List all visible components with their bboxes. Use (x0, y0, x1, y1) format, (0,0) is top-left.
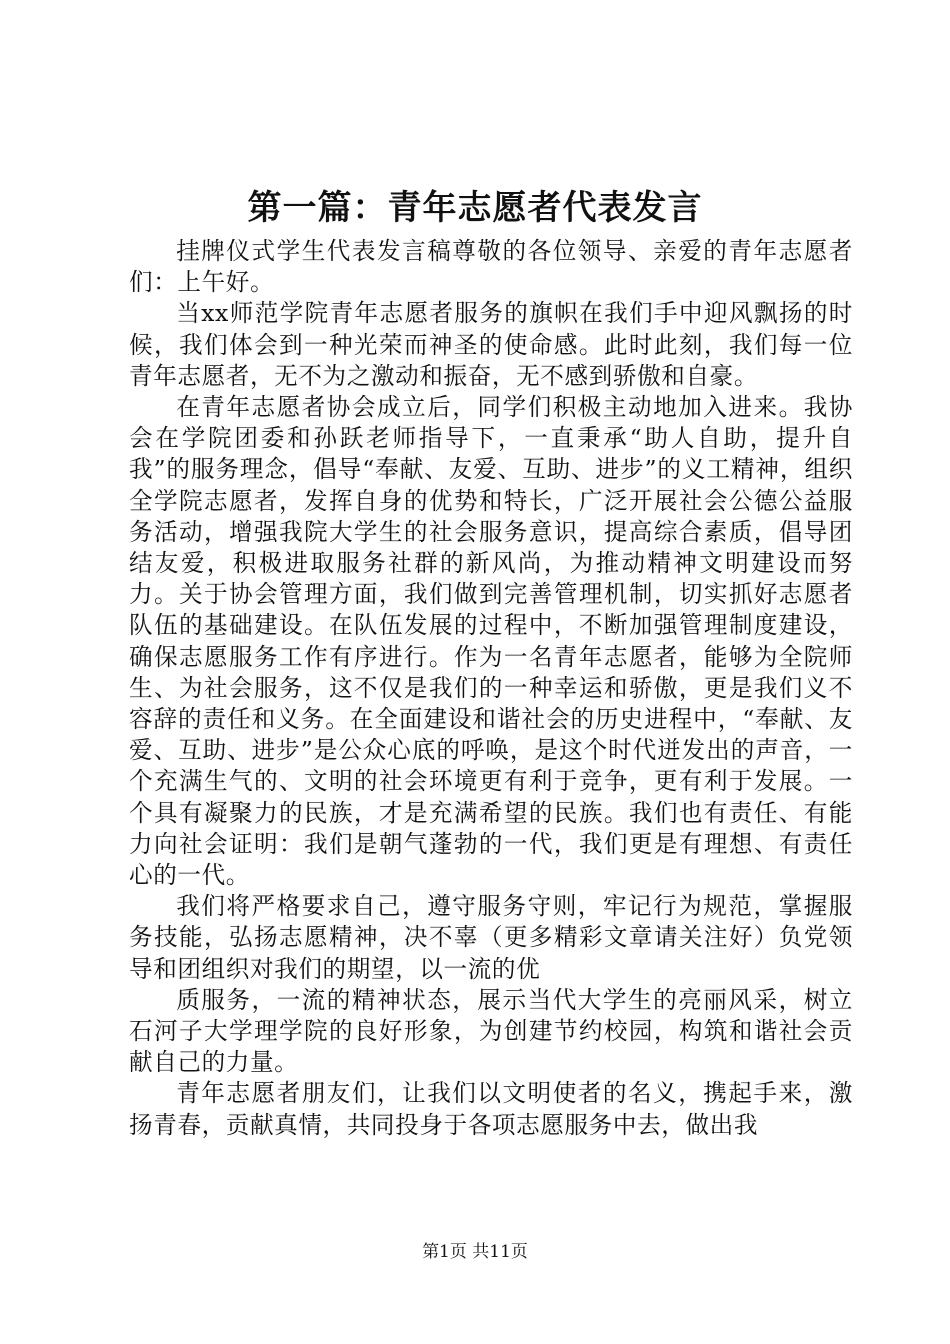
document-body (129, 236, 853, 1141)
paragraph-4: 我们将严格要求自己，遵守服务守则，牢记行为规范，掌握服务技能，弘扬志愿精神，决不辜（更多精彩文章请关注好）负党领导和团组织对我们的期望，以一流的优 (129, 892, 853, 983)
paragraph-2: 当xx师范学院青年志愿者服务的旗帜在我们手中迎风飘扬的时候，我们体会到一种光荣而神圣的使命感。此时此刻，我们每一位青年志愿者，无不为之激动和振奋，无不感到骄傲和自豪。 (129, 299, 853, 390)
paragraph-6: 青年志愿者朋友们，让我们以文明使者的名义，携起手来，激扬青春，贡献真情，共同投身于各项志愿服务中去，做出我 (129, 1079, 853, 1139)
paragraph-5: 质服务，一流的精神状态，展示当代大学生的亮丽风采，树立石河子大学理学院的良好形象，为创建节约校园，构筑和谐社会贡献自己的力量。 (129, 985, 853, 1077)
page-footer: 第1页 共11页 (422, 1242, 528, 1262)
paragraph-1: 挂牌仪式学生代表发言稿尊敬的各位领导、亲爱的青年志愿者们：上午好。 (129, 237, 853, 297)
document-title: 第一篇：青年志愿者代表发言 (247, 188, 703, 228)
paragraph-3: 在青年志愿者协会成立后，同学们积极主动地加入进来。我协会在学院团委和孙跃老师指导下，一直秉承“助人自助，提升自我”的服务理念，倡导“奉献、友爱、互助、进步”的义工精神，组织全学院志愿者，发挥自身的优势和特长，广泛开展社会公德公益服务活动，增强我院大学生的社会服务意识，提高综合素质，倡导团结友爱，积极进取服务社群的新风尚，为推动精神文明建设而努力。关于协会管理方面，我们做到完善管理机制，切实抓好志愿者队伍的基础建设。在队伍发展的过程中，不断加强管理制度建设，确保志愿服务工作有序进行。作为一名青年志愿者，能够为全院师生、为社会服务，这不仅是我们的一种幸运和骄傲，更是我们义不容辞的责任和义务。在全面建设和谐社会的历史进程中，“奉献、友爱、互助、进步”是公众心底的呼唤，是这个时代迸发出的声音，一个充满生气的、文明的社会环境更有利于竞争，更有利于发展。一个具有凝聚力的民族，才是充满希望的民族。我们也有责任、有能力向社会证明：我们是朝气蓬勃的一代，我们更是有理想、有责任心的一代。 (129, 393, 853, 890)
